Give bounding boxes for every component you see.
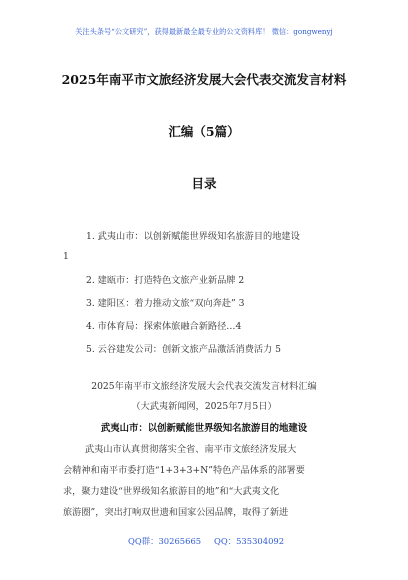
toc-item-1-page[interactable]: 1 xyxy=(63,251,69,262)
paragraph-line-3: 求，聚力建设“世界级知名旅游目的地”和“大武夷文化 xyxy=(63,486,280,497)
toc-item-2[interactable]: 2. 建瓯市：打造特色文旅产业新品牌 2 xyxy=(86,275,245,286)
document-title-line-1: 2025年南平市文旅经济发展大会代表交流发言材料 xyxy=(61,72,347,87)
toc-item-1[interactable]: 1. 武夷山市：以创新赋能世界级知名旅游目的地建设 xyxy=(86,231,300,242)
article-source: （大武夷新闻网，2025年7月5日） xyxy=(131,401,277,412)
footer-qq-group: QQ群：30265665 xyxy=(128,536,202,546)
toc-item-3[interactable]: 3. 建阳区：着力推动文旅“双向奔赴” 3 xyxy=(86,298,245,309)
section-heading: 武夷山市：以创新赋能世界级知名旅游目的地建设 xyxy=(100,423,308,434)
promo-banner: 关注头条号“公文研究”，获得最新最全最专业的公文资料库！ 微信：gongwenyj xyxy=(75,27,333,36)
article-title: 2025年南平市文旅经济发展大会代表交流发言材料汇编 xyxy=(91,381,317,392)
toc-item-5[interactable]: 5. 云谷建发公司：创新文旅产品激活消费活力 5 xyxy=(86,344,282,355)
paragraph-line-1: 武夷山市认真贯彻落实全省、南平市文旅经济发展大 xyxy=(85,444,297,455)
paragraph-line-4: 旅游圈”，突出打响双世遗和国家公园品牌，取得了新进 xyxy=(63,507,289,518)
paragraph-line-2: 会精神和南平市委打造“1+3+3+N”特色产品体系的部署要 xyxy=(63,465,305,476)
footer-qq: QQ：535304092 xyxy=(214,536,285,546)
toc-heading: 目录 xyxy=(191,176,217,191)
toc-item-4[interactable]: 4. 市体育局：探索体旅融合新路径…4 xyxy=(86,321,242,332)
document-title-line-2: 汇编（5篇） xyxy=(168,124,240,139)
